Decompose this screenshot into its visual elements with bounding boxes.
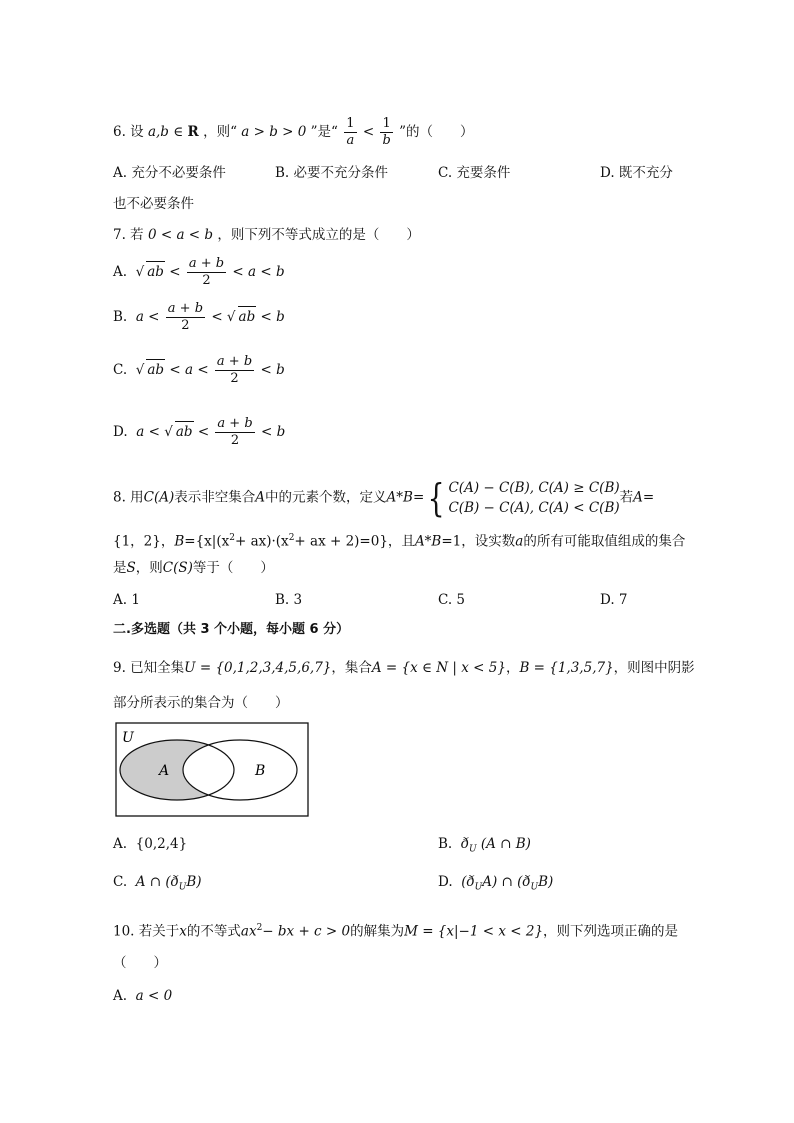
q7-c-lt1: < bbox=[169, 362, 181, 378]
q10-rest: − bx + c > 0 bbox=[262, 923, 351, 940]
q6-in: ∈ bbox=[173, 124, 184, 140]
q8-l2-b: B bbox=[174, 533, 185, 550]
q8-line-3 bbox=[113, 558, 274, 578]
q9-b-label: B. bbox=[438, 836, 453, 852]
q7-a-lt3: < bbox=[260, 264, 272, 280]
q7-condition: 0 < a < b bbox=[147, 227, 214, 243]
q9-option-a bbox=[113, 834, 187, 854]
q9-c-sub: U bbox=[178, 882, 187, 893]
q7-b-sqrt: ab bbox=[238, 306, 257, 327]
q9-option-c bbox=[113, 872, 202, 898]
q8-l2-5: =1，设实数 bbox=[441, 533, 516, 550]
q8-ca: C(A) bbox=[143, 489, 175, 506]
q6-less-than: < bbox=[362, 124, 375, 140]
q7-c-a: a bbox=[184, 362, 194, 378]
q7-d-den: 2 bbox=[230, 433, 240, 448]
q7-d-lt2: < bbox=[197, 424, 210, 440]
q7-b-frac bbox=[166, 301, 205, 334]
q10-text-2: 的不等式 bbox=[186, 923, 241, 940]
q10-ax: ax bbox=[240, 923, 257, 940]
q7-c-b: b bbox=[276, 362, 285, 378]
q10-line-2: （ ） bbox=[113, 955, 167, 971]
q9-d-sub2: U bbox=[530, 882, 539, 893]
q6-option-d: D. 既不充分 bbox=[600, 165, 673, 181]
q8-text-1: 8. 用 bbox=[113, 489, 144, 506]
q10-set-m: M = {x|−1 < x < 2} bbox=[404, 923, 544, 940]
q9-line-2: 部分所表示的集合为（ ） bbox=[113, 695, 289, 711]
q7-b-den: 2 bbox=[181, 318, 190, 333]
venn-label-a: A bbox=[159, 763, 170, 779]
q10-line-1 bbox=[113, 918, 678, 942]
q7-b-label: B. bbox=[113, 309, 128, 325]
q9-option-b bbox=[438, 834, 531, 860]
q8-l2-4: + ax + 2)=0}，且 bbox=[294, 533, 415, 550]
q8-eq: = bbox=[412, 489, 425, 506]
venn-diagram bbox=[115, 722, 310, 818]
q7-c-frac bbox=[215, 354, 254, 387]
q10-sup: 2 bbox=[256, 923, 263, 933]
q7-b-b: b bbox=[276, 309, 285, 325]
q7-b-lt2: < bbox=[211, 309, 223, 325]
q7-b-lt1: < bbox=[148, 309, 160, 325]
q8-l2-a: a bbox=[515, 533, 524, 550]
q7-b-num: a + b bbox=[167, 301, 204, 316]
q10-x: x bbox=[179, 923, 187, 940]
q8-option-d: D. 7 bbox=[600, 592, 628, 608]
section-heading: 二.多选题（共 3 个小题，每小题 6 分） bbox=[113, 622, 350, 637]
q9-c-label: C. bbox=[113, 874, 128, 890]
q7-a-a: a bbox=[248, 264, 257, 280]
q9-text-4: ，则图中阴影 bbox=[613, 660, 695, 676]
q7-a-den: 2 bbox=[202, 273, 211, 288]
q8-line-2 bbox=[113, 528, 685, 552]
q7-option-b bbox=[113, 301, 285, 334]
q9-b-complement: ð bbox=[460, 836, 469, 852]
q7-b-a: a bbox=[135, 309, 144, 325]
q7-a-frac bbox=[187, 256, 226, 289]
q8-l3-s: S bbox=[126, 560, 136, 576]
q7-d-b: b bbox=[276, 424, 286, 440]
q7-a-lt2: < bbox=[232, 264, 244, 280]
q7-d-a: a bbox=[136, 424, 145, 440]
q7-option-d bbox=[113, 416, 285, 449]
q8-l3-1: 是 bbox=[113, 560, 127, 576]
q10-a-math: a < 0 bbox=[135, 988, 173, 1004]
q9-d-b: A) ∩ (ð bbox=[482, 874, 531, 890]
q6-option-d-cont: 也不必要条件 bbox=[113, 196, 194, 212]
venn-label-b: B bbox=[255, 763, 266, 779]
q8-l3-2: ，则 bbox=[135, 560, 163, 576]
q9-c-b: B) bbox=[186, 874, 202, 890]
left-brace-icon: { bbox=[427, 476, 445, 520]
q8-l2-1: {1，2}， bbox=[113, 533, 175, 550]
q6-frac2-den: b bbox=[382, 133, 391, 148]
q9-line-1 bbox=[113, 658, 695, 678]
q9-text-2: ，集合 bbox=[331, 660, 372, 676]
q9-d-c: B) bbox=[538, 874, 554, 890]
q8-text-3: 中的元素个数，定义 bbox=[265, 489, 387, 506]
q8-sup-2: 2 bbox=[288, 533, 295, 543]
sqrt-sign: √ bbox=[135, 264, 145, 280]
q6-condition: a > b > 0 bbox=[241, 124, 307, 140]
q8-text-2: 表示非空集合 bbox=[174, 489, 256, 506]
q6-frac1-den: a bbox=[346, 133, 355, 148]
q7-c-sqrt: ab bbox=[146, 359, 165, 380]
q8-l3-3: 等于（ ） bbox=[192, 560, 274, 576]
q6-vars: a,b bbox=[147, 124, 169, 140]
q9-d-a: (ð bbox=[461, 874, 475, 890]
q8-option-b: B. 3 bbox=[275, 592, 303, 608]
q6-frac2-num: 1 bbox=[380, 116, 392, 133]
q7-a-sqrt: ab bbox=[146, 261, 165, 282]
q8-l2-3: + ax)·(x bbox=[234, 533, 289, 550]
q8-set-a: A bbox=[255, 489, 266, 506]
q9-d-sub1: U bbox=[474, 882, 483, 893]
q8-op: A*B bbox=[386, 489, 413, 506]
q7-d-sqrt: ab bbox=[175, 421, 194, 442]
q8-line-1 bbox=[113, 478, 654, 518]
q6-text-2: ”是“ bbox=[310, 124, 338, 140]
q9-c-a: A ∩ (ð bbox=[135, 874, 179, 890]
q7-c-num: a + b bbox=[216, 354, 253, 369]
q6-option-b: B. 必要不充分条件 bbox=[275, 165, 389, 181]
sqrt-sign: √ bbox=[226, 309, 236, 325]
q9-a-label: A. bbox=[113, 836, 128, 852]
q10-option-a bbox=[113, 986, 172, 1006]
q9-option-d bbox=[438, 872, 553, 898]
q9-text-1: 9. 已知全集 bbox=[113, 660, 185, 676]
q7-c-lt2: < bbox=[197, 362, 209, 378]
q6-real-set: R bbox=[187, 124, 199, 140]
q6-frac1-num: 1 bbox=[346, 116, 355, 131]
q6-option-c: C. 充要条件 bbox=[438, 165, 511, 181]
q7-text-1: 7. 若 bbox=[113, 227, 144, 243]
q9-d-label: D. bbox=[438, 874, 453, 890]
q8-l2-2: ={x|(x bbox=[184, 533, 230, 550]
q8-set-a-2: A bbox=[633, 489, 643, 506]
q9-text-3: ， bbox=[505, 660, 520, 676]
q7-a-label: A. bbox=[113, 264, 128, 280]
q8-option-c: C. 5 bbox=[438, 592, 466, 608]
q7-a-lt1: < bbox=[169, 264, 181, 280]
q7-c-lt3: < bbox=[260, 362, 272, 378]
q7-d-frac bbox=[215, 416, 254, 449]
q6-fraction-2 bbox=[380, 116, 392, 149]
q9-set-b: B = {1,3,5,7} bbox=[519, 660, 614, 676]
venn-label-u: U bbox=[122, 730, 134, 746]
q6-number: 6. 设 bbox=[113, 124, 144, 140]
q7-d-lt1: < bbox=[148, 424, 160, 440]
q9-b-sub: U bbox=[468, 844, 477, 855]
q10-text-1: 10. 若关于 bbox=[113, 923, 180, 940]
sqrt-sign: √ bbox=[164, 424, 173, 440]
q8-case-2: C(B) − C(A), C(A) < C(B) bbox=[448, 500, 620, 516]
q7-d-label: D. bbox=[113, 424, 128, 440]
q8-l3-cs: C(S) bbox=[162, 560, 193, 576]
q10-text-3: 的解集为 bbox=[350, 923, 405, 940]
q8-case-1: C(A) − C(B), C(A) ≥ C(B) bbox=[448, 480, 620, 496]
q7-c-den: 2 bbox=[230, 371, 239, 386]
q7-option-c bbox=[113, 354, 285, 387]
q7-a-num: a + b bbox=[188, 256, 225, 271]
q6-text-3: ”的（ ） bbox=[399, 124, 474, 140]
q8-l2-6: 的所有可能取值组成的集合 bbox=[523, 533, 686, 550]
q10-a-label: A. bbox=[113, 988, 128, 1004]
q9-universal: U = {0,1,2,3,4,5,6,7} bbox=[184, 660, 332, 676]
q7-b-lt3: < bbox=[260, 309, 272, 325]
q7-d-num: a + b bbox=[217, 416, 253, 431]
q8-option-a: A. 1 bbox=[113, 592, 140, 608]
q9-a-value: {0,2,4} bbox=[135, 836, 188, 852]
q6-option-a: A. 充分不必要条件 bbox=[113, 165, 226, 181]
q7-text-2: ，则下列不等式成立的是（ ） bbox=[217, 227, 420, 243]
q10-text-4: ，则下列选项正确的是 bbox=[543, 923, 679, 940]
q9-set-a: A = {x ∈ N | x < 5} bbox=[371, 660, 506, 676]
q6-text-1: ，则“ bbox=[203, 124, 237, 140]
q8-piecewise bbox=[424, 478, 619, 518]
q7-d-lt3: < bbox=[260, 424, 273, 440]
q8-eq-2: = bbox=[642, 489, 655, 506]
q7-c-label: C. bbox=[113, 362, 128, 378]
q7-option-a bbox=[113, 256, 285, 289]
q6-stem bbox=[113, 116, 473, 149]
q8-text-4: 若 bbox=[619, 489, 634, 506]
q6-fraction-1 bbox=[344, 116, 356, 149]
q8-sup-1: 2 bbox=[229, 533, 235, 543]
sqrt-sign: √ bbox=[135, 362, 145, 378]
q7-a-b: b bbox=[275, 264, 285, 280]
q7-stem bbox=[113, 225, 420, 245]
q8-l2-op: A*B bbox=[414, 533, 442, 550]
q9-b-rest: (A ∩ B) bbox=[480, 836, 531, 852]
